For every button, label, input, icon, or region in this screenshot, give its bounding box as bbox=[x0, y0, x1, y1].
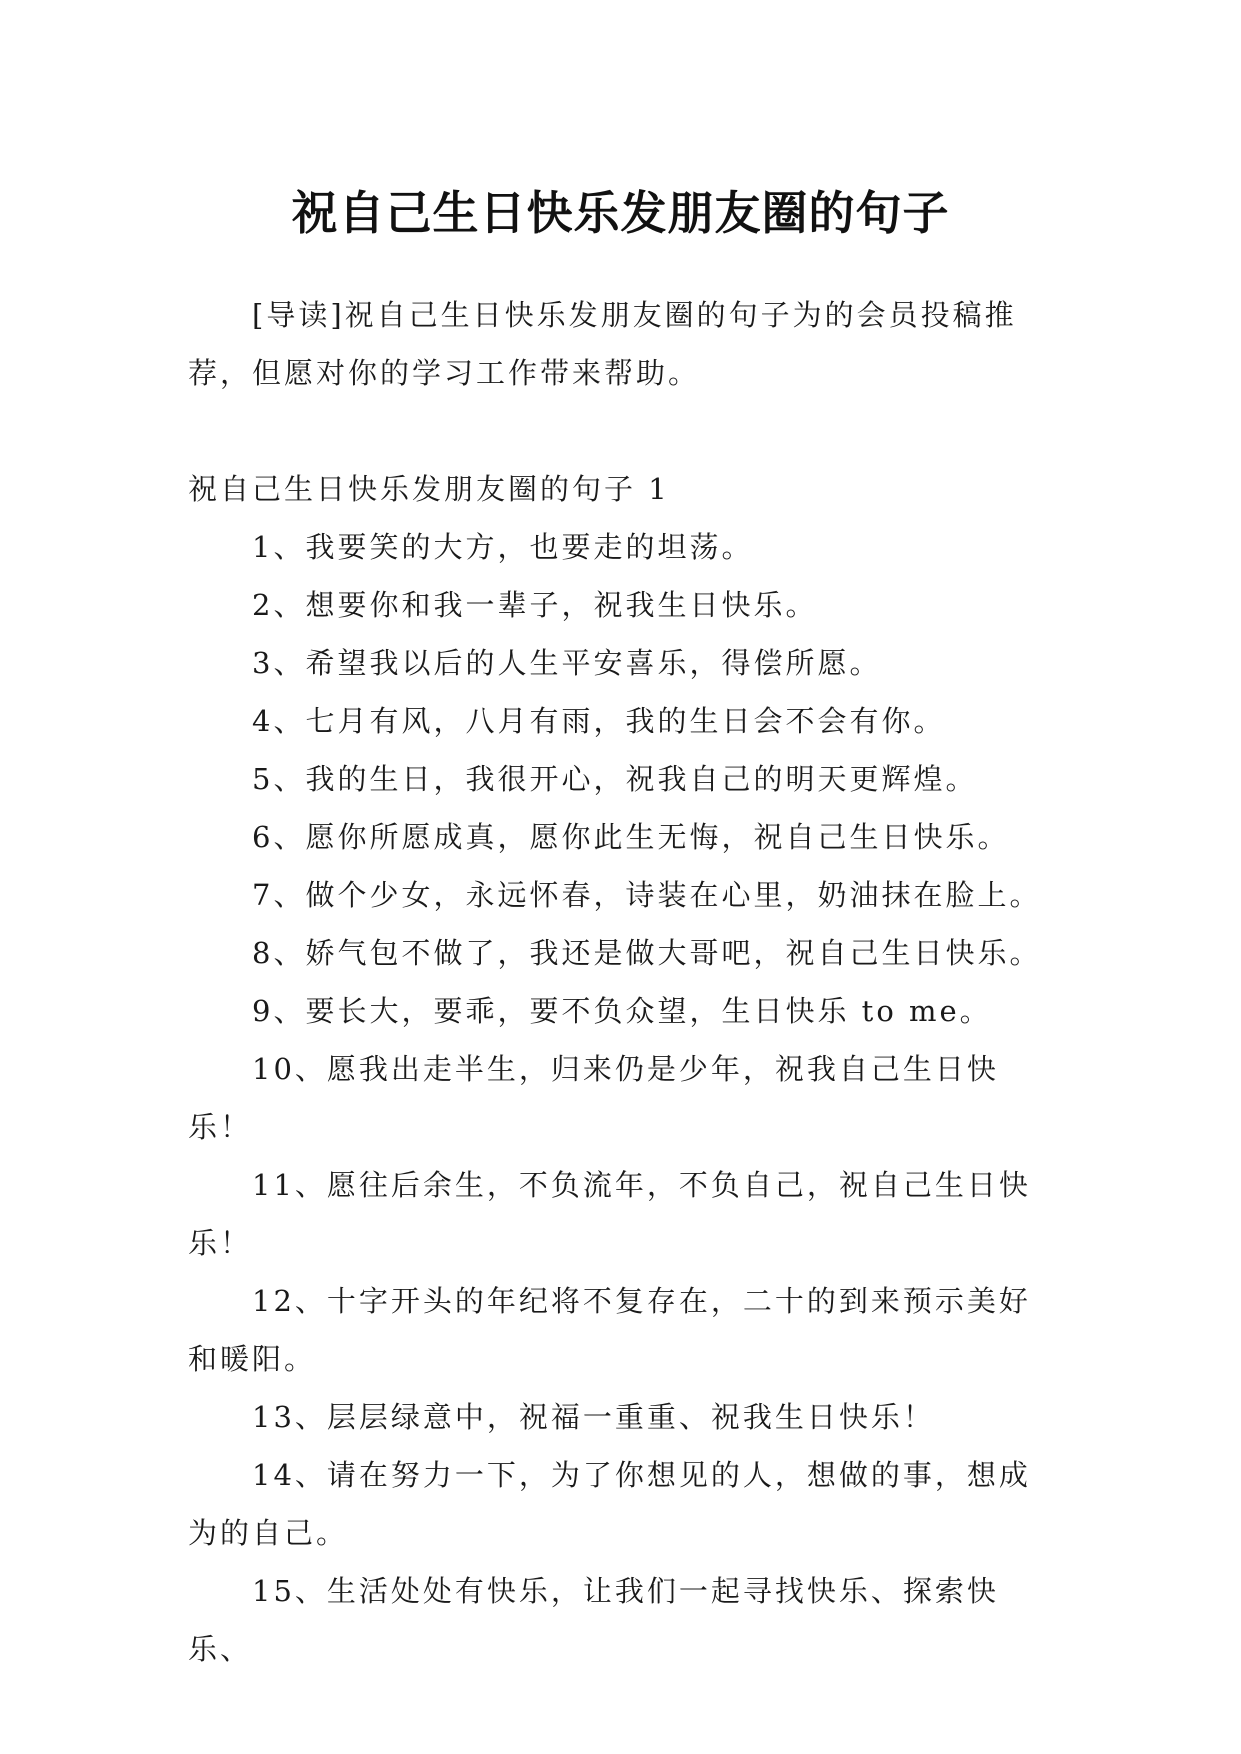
section-heading: 祝自己生日快乐发朋友圈的句子 1 bbox=[188, 472, 670, 506]
document-title: 祝自己生日快乐发朋友圈的句子 bbox=[291, 185, 950, 240]
list-item: 3、希望我以后的人生平安喜乐，得偿所愿。 bbox=[252, 646, 882, 680]
list-item: 12、十字开头的年纪将不复存在，二十的到来预示美好和暖阳。 bbox=[188, 1284, 1031, 1376]
list-item: 9、要长大，要乖，要不负众望，生日快乐 to me。 bbox=[252, 994, 992, 1028]
list-item: 6、愿你所愿成真，愿你此生无悔，祝自己生日快乐。 bbox=[252, 820, 1010, 854]
list-item: 8、娇气包不做了，我还是做大哥吧，祝自己生日快乐。 bbox=[252, 936, 1042, 970]
list-item: 13、层层绿意中，祝福一重重、祝我生日快乐！ bbox=[252, 1400, 935, 1434]
intro-paragraph: [导读]祝自己生日快乐发朋友圈的句子为的会员投稿推荐，但愿对你的学习工作带来帮助。 bbox=[188, 298, 1017, 390]
list-item: 5、我的生日，我很开心，祝我自己的明天更辉煌。 bbox=[252, 762, 978, 796]
list-item: 11、愿往后余生，不负流年，不负自己，祝自己生日快乐！ bbox=[188, 1168, 1031, 1260]
document-body bbox=[188, 286, 1044, 1678]
list-item: 2、想要你和我一辈子，祝我生日快乐。 bbox=[252, 588, 818, 622]
list-item: 10、愿我出走半生，归来仍是少年，祝我自己生日快乐！ bbox=[188, 1052, 999, 1144]
list-item: 7、做个少女，永远怀春，诗装在心里，奶油抹在脸上。 bbox=[252, 878, 1042, 912]
list-item: 14、请在努力一下，为了你想见的人，想做的事，想成为的自己。 bbox=[188, 1458, 1031, 1550]
list-item: 4、七月有风，八月有雨，我的生日会不会有你。 bbox=[252, 704, 946, 738]
list-item: 15、生活处处有快乐，让我们一起寻找快乐、探索快乐、 bbox=[188, 1574, 999, 1666]
list-item: 1、我要笑的大方，也要走的坦荡。 bbox=[252, 530, 754, 564]
